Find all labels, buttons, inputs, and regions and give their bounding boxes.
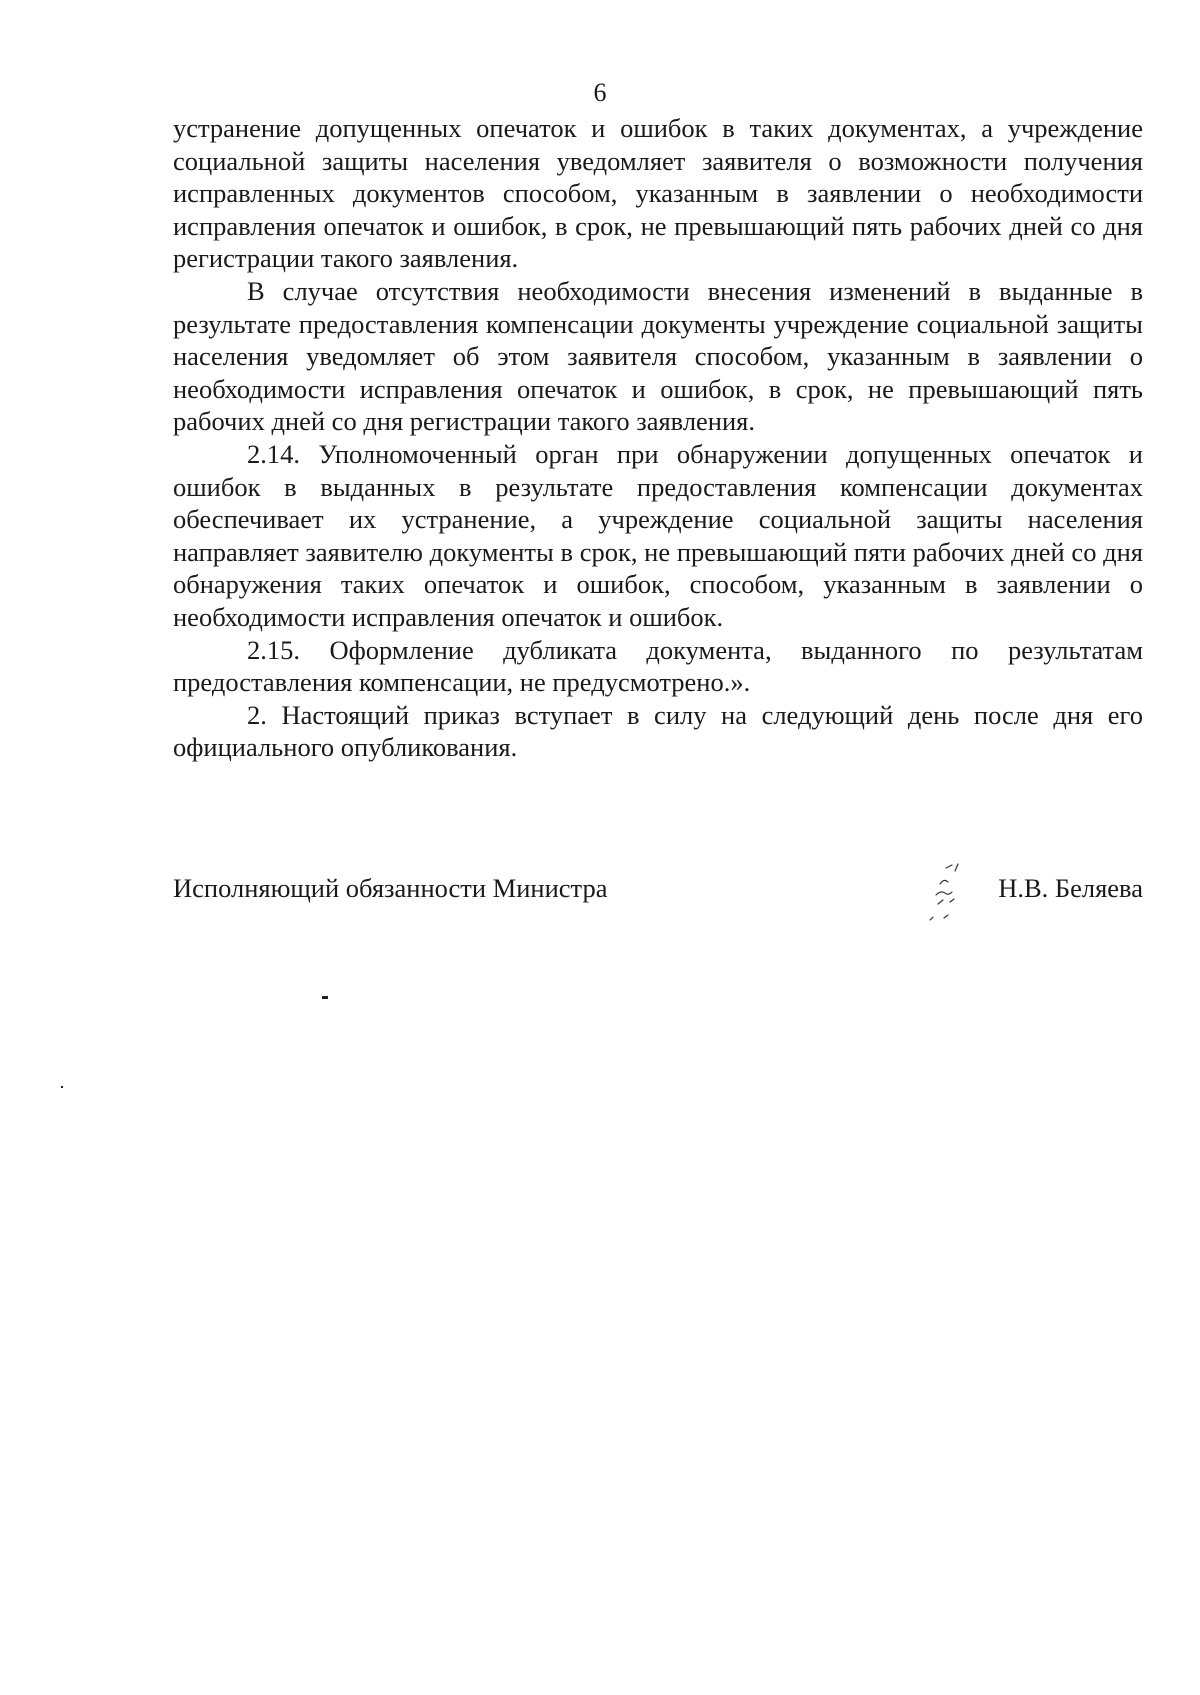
scan-speck [322,996,328,999]
page-number: 6 [593,78,607,107]
paragraph-2-15: 2.15. Оформление дубликата документа, выданного по результатам предоставления компенсации, не предусмотрено.». [173,634,1143,698]
paragraph-no-changes: В случае отсутствия необходимости внесения изменений в выданные в результате предоставления компенсации документы учреждение социальной защиты населения уведомляет об этом заявителя способом, указанным в заявлении о необходимости исправления опечаток и ошибок, в срок, не превышающий пять рабочих дней со дня регистрации такого заявления. [173,275,1143,437]
signature-mark-icon [908,862,988,942]
paragraph-effective-date: 2. Настоящий приказ вступает в силу на следующий день после дня его официального опубликования. [173,699,1143,763]
document-body [173,112,1143,764]
signer-name: Н.В. Беляева [998,873,1143,903]
signature-block [173,872,1143,952]
paragraph-2-14: 2.14. Уполномоченный орган при обнаружении допущенных опечаток и ошибок в выданных в результате предоставления компенсации документах обеспечивает их устранение, а учреждение социальной защиты населения направляет заявителю документы в срок, не превышающий пяти рабочих дней со дня обнаружения таких опечаток и ошибок, способом, указанным в заявлении о необходимости исправления опечаток и ошибок. [173,438,1143,632]
paragraph-continuation: устранение допущенных опечаток и ошибок в таких документах, а учреждение социальной защиты населения уведомляет заявителя о возможности получения исправленных документов способом, указанным в заявлении о необходимости исправления опечаток и ошибок, в срок, не превышающий пять рабочих дней со дня регистрации такого заявления. [173,113,1143,274]
signer-title: Исполняющий обязанности Министра [173,873,608,903]
scan-speck [61,1086,63,1088]
